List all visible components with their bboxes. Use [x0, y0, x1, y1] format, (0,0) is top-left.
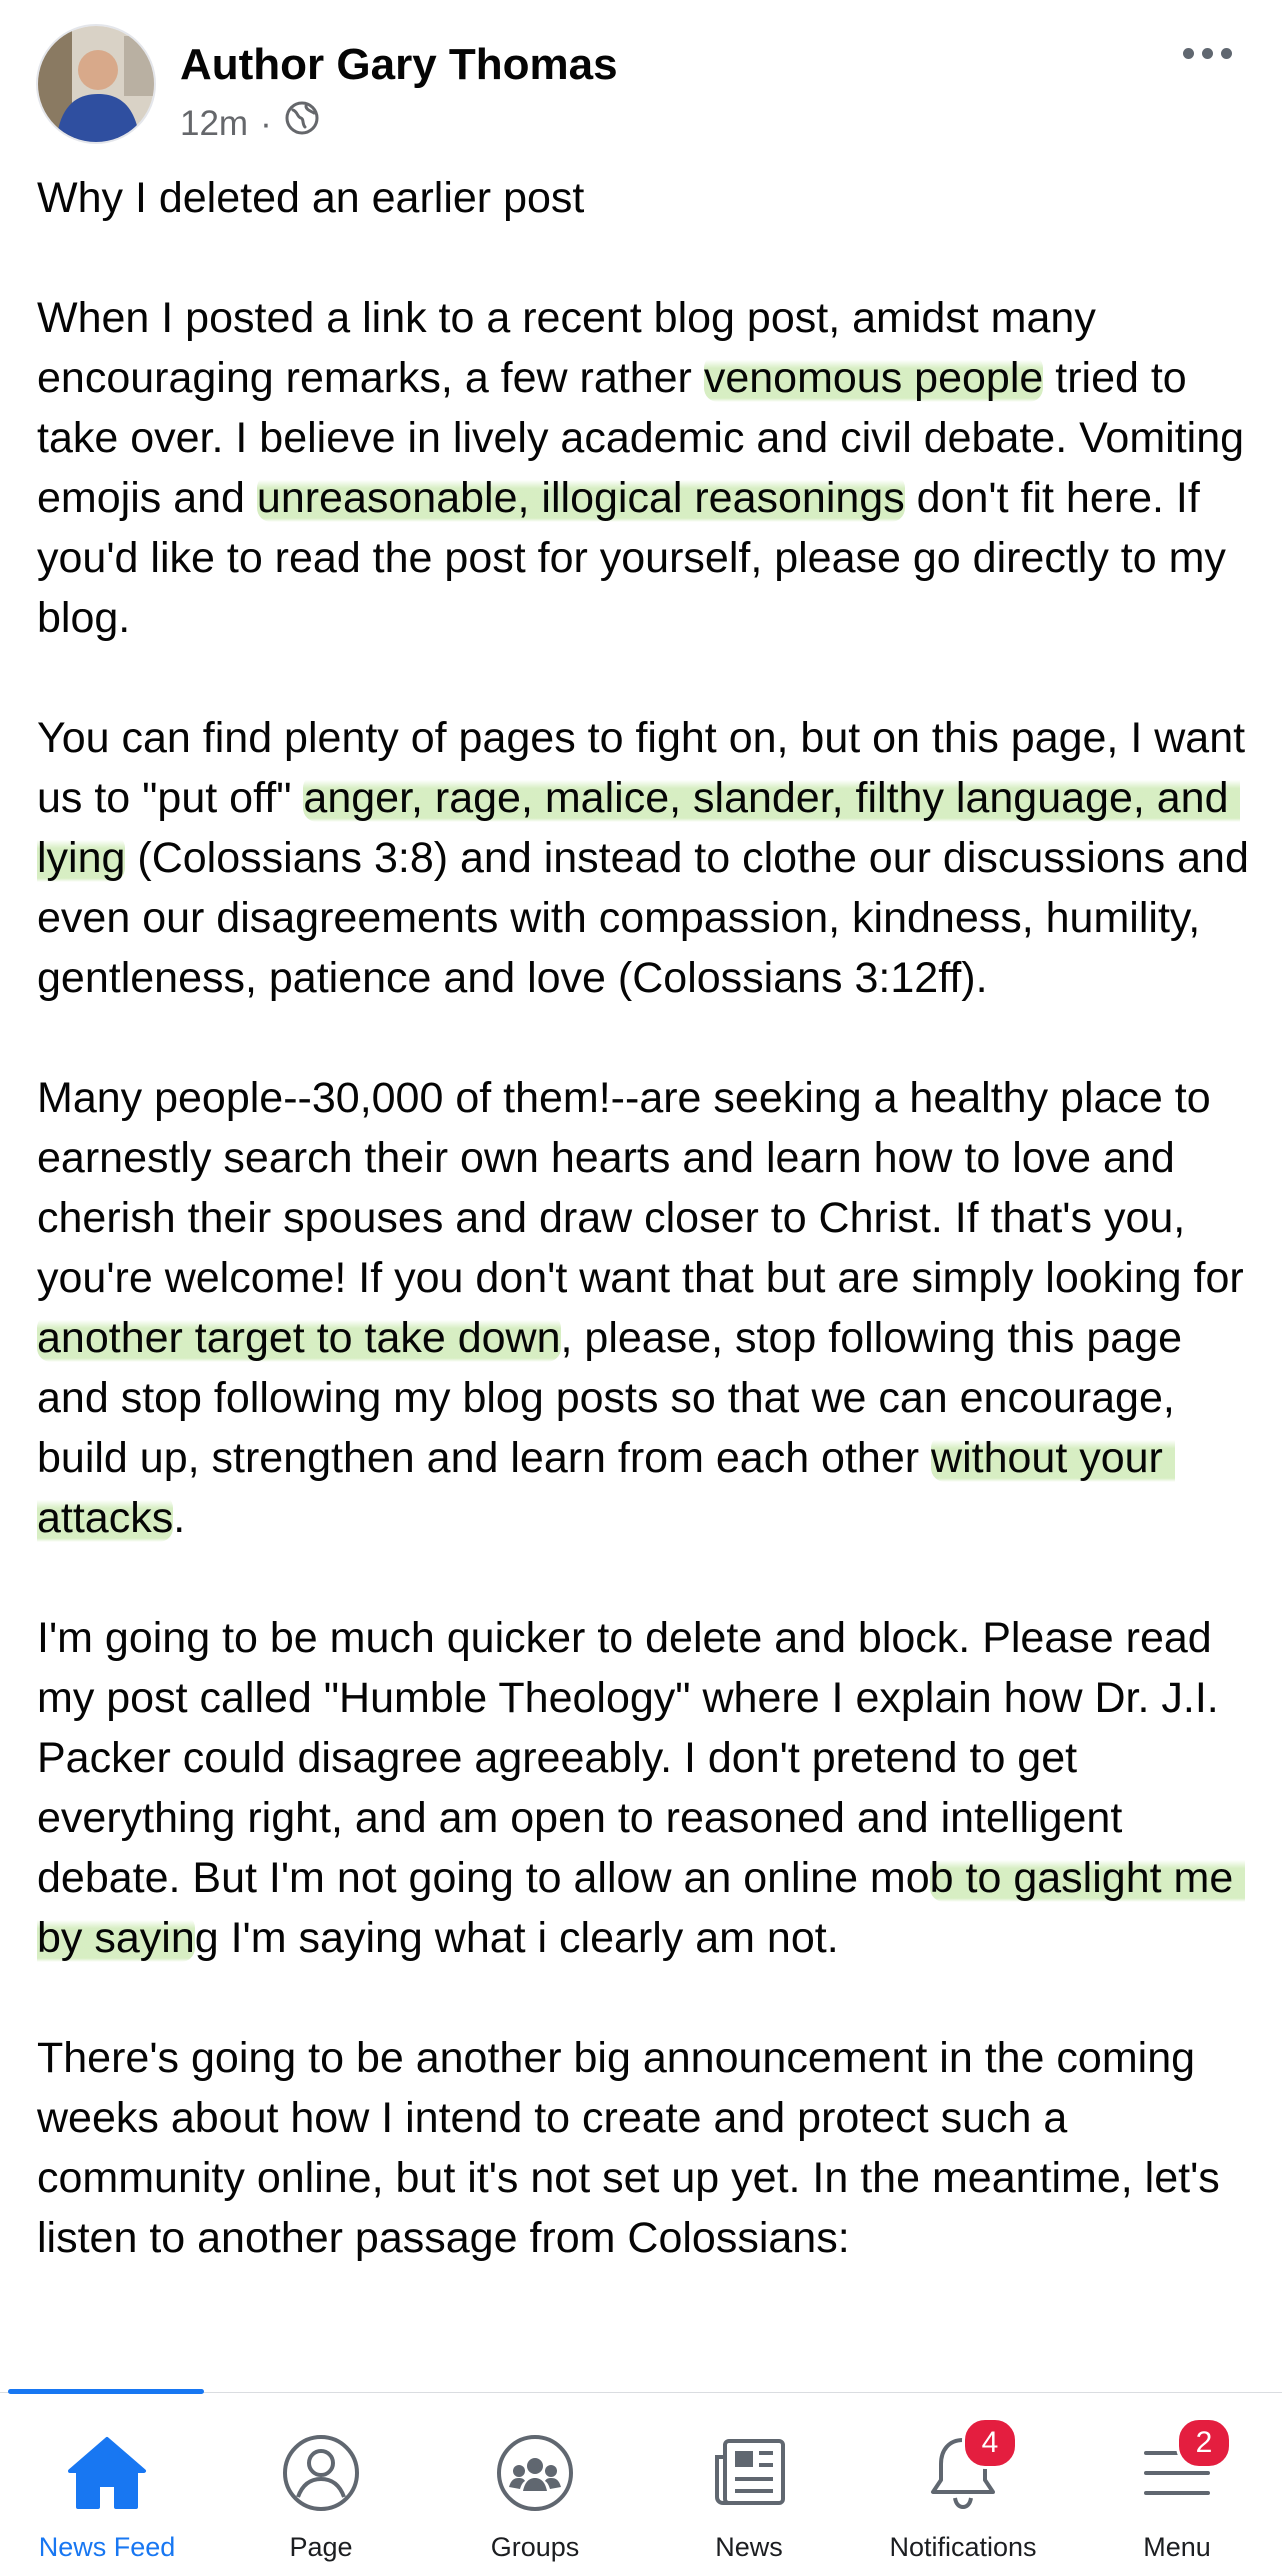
text-segment: You can find plenty of pages to fight on, but on this page, I want us to "put off" [37, 714, 1258, 822]
tab-label: News [715, 2532, 783, 2562]
tab-notifications[interactable] [856, 2393, 1070, 2563]
text-segment: I'm going to be much quicker to delete and block. Please read my post called "Humble Theology" where I explain how Dr. J.I. Packer could disagree agreeably. I don't pretend to get everything right, and am open to reasoned and intelligent debate. But I'm not going to allow an online mo [37, 1614, 1231, 1902]
post-title [37, 168, 1257, 228]
highlighted-text: anger, rage, malice, slander, filthy language, and lying [37, 774, 1241, 882]
text-segment: don't fit here. If you'd like to read the post for yourself, please go directly to my blog. [37, 474, 1238, 642]
post-paragraph [37, 708, 1261, 1008]
highlighted-text: b to gaslight me by sayin [37, 1854, 1246, 1962]
tab-label: Groups [490, 2532, 580, 2562]
tab-label: Notifications [889, 2532, 1037, 2562]
tab-news-feed[interactable] [0, 2393, 214, 2563]
avatar-image [38, 26, 154, 142]
text-segment: There's going to be another big announcement in the coming weeks about how I intend to create and protect such a community online, but it's not set up yet. In the meantime, let's listen to another passage from Colossians: [37, 2034, 1232, 2262]
post-paragraph [37, 2028, 1257, 2268]
text-segment: , please, stop following this page and stop following my blog posts so that we can encourage, build up, strengthen and learn from each other [37, 1314, 1194, 1482]
text-segment: g I'm saying what i clearly am not. [194, 1914, 839, 1962]
text-segment: When I posted a link to a recent blog post, amidst many encouraging remarks, a few rather [37, 294, 1108, 402]
text-segment: tried to take over. I believe in lively academic and civil debate. Vomiting emojis and [37, 354, 1256, 522]
tab-page[interactable] [214, 2393, 428, 2563]
more-dot [1221, 48, 1232, 59]
meta-separator: · [260, 103, 272, 143]
tab-label: News Feed [38, 2532, 176, 2562]
post-header [0, 0, 1282, 170]
tab-menu[interactable] [1070, 2393, 1282, 2563]
profile-icon [276, 2429, 366, 2517]
highlighted-text: unreasonable, illogical reasonings [256, 474, 905, 522]
newspaper-icon [704, 2429, 794, 2517]
home-icon [62, 2429, 152, 2517]
post-paragraph [37, 1068, 1257, 1548]
post-time[interactable]: 12m [180, 103, 249, 143]
more-dot [1183, 48, 1194, 59]
post-paragraph [37, 1608, 1257, 1968]
groups-icon [490, 2429, 580, 2517]
notifications-badge: 4 [962, 2417, 1018, 2469]
hamburger-icon [1132, 2426, 1222, 2517]
highlighted-text: another target to take down [37, 1314, 561, 1362]
bottom-tab-bar [0, 2392, 1282, 2562]
highlighted-text: without your attacks [37, 1434, 1175, 1542]
menu-badge: 2 [1176, 2417, 1232, 2469]
more-options-button[interactable] [1162, 28, 1252, 78]
tab-label: Menu [1143, 2532, 1211, 2562]
highlighted-text: venomous people [703, 354, 1044, 402]
author-name[interactable]: Author Gary Thomas [180, 40, 618, 89]
post-text [37, 168, 1261, 2328]
post-meta [180, 100, 320, 147]
author-avatar[interactable] [36, 24, 156, 144]
bell-icon [918, 2426, 1008, 2517]
more-dot [1202, 48, 1213, 59]
globe-icon [284, 100, 320, 147]
post-paragraph [37, 288, 1257, 648]
tab-news[interactable] [642, 2393, 856, 2563]
text-segment: (Colossians 3:8) and instead to clothe our discussions and even our disagreements with compassion, kindness, humility, gentleness, patience and love (Colossians 3:12ff). [37, 834, 1261, 1002]
tab-label: Page [289, 2532, 353, 2562]
text-segment: Why I deleted an earlier post [37, 174, 585, 222]
text-segment: Many people--30,000 of them!--are seeking a healthy place to earnestly search their own hearts and learn how to love and cherish their spouses and draw closer to Christ. If that's you, you're welcome! If you don't want that but are simply looking for [37, 1074, 1256, 1302]
tab-groups[interactable] [428, 2393, 642, 2563]
text-segment: . [173, 1494, 186, 1542]
